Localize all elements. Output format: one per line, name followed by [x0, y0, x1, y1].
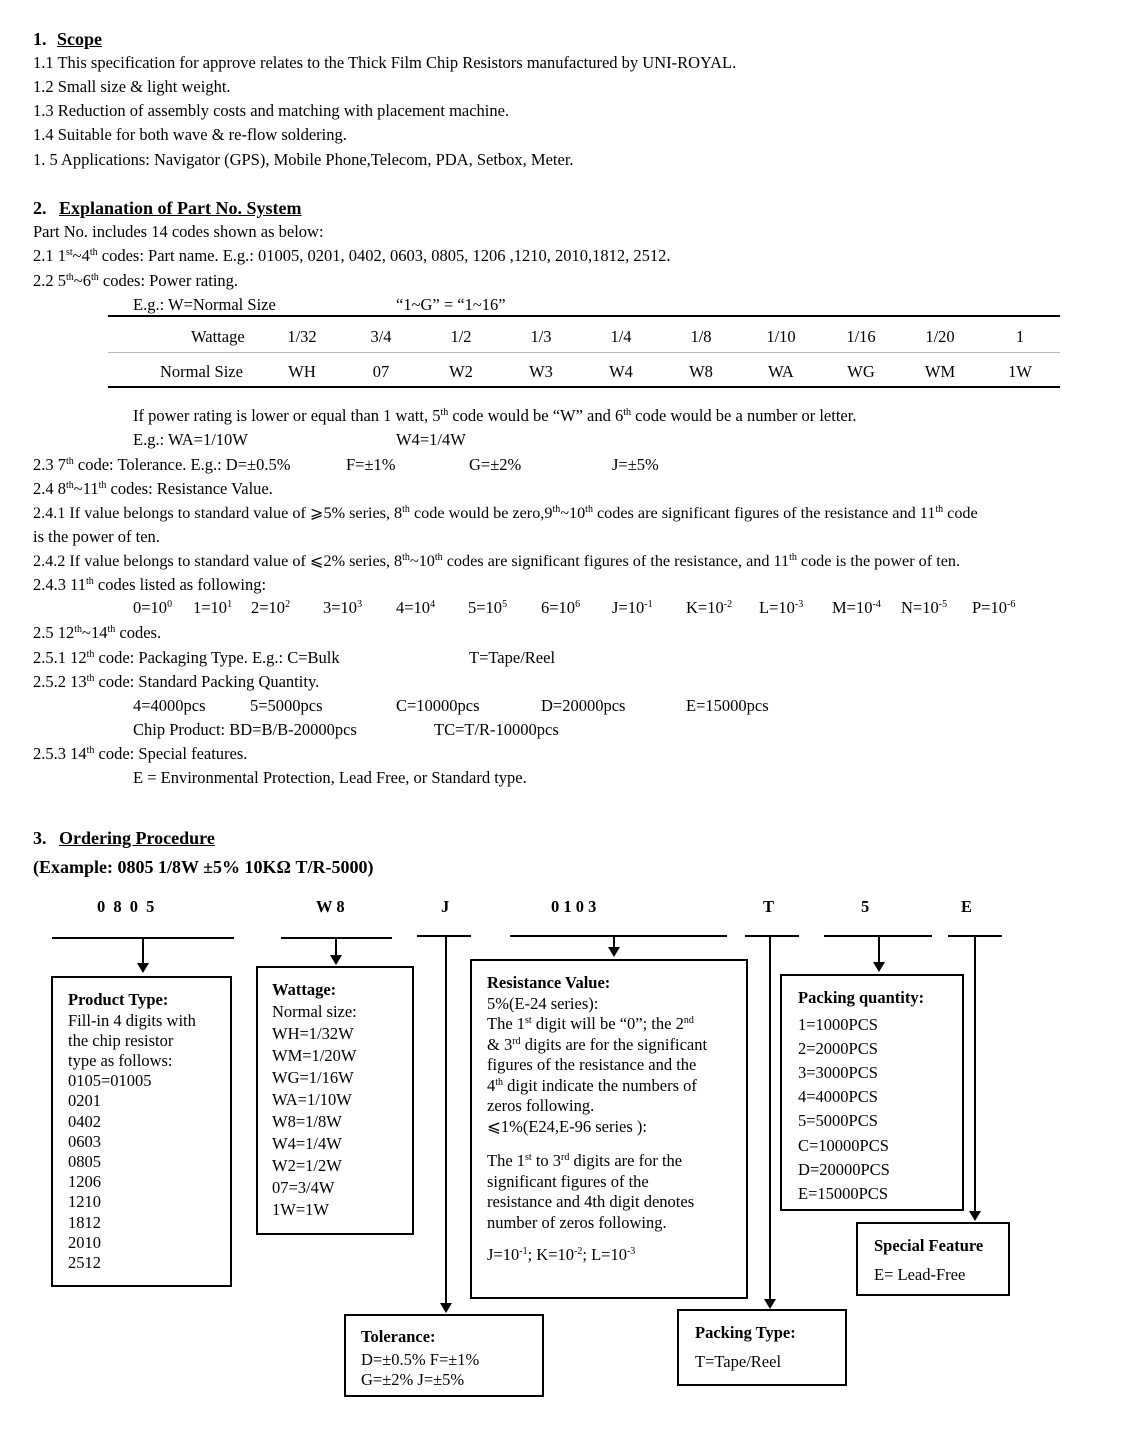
wattage-cell: 1/2: [450, 327, 472, 346]
partno-heading-title: Explanation of Part No. System: [59, 198, 302, 218]
code-packing-qty: 5: [861, 897, 870, 916]
tolerance-line-1: D=±0.5% F=±1%: [361, 1349, 480, 1369]
resistance-box: [470, 959, 748, 1299]
scope-line-2: 1.2 Small size & light weight.: [33, 77, 231, 96]
wattage-arrow: [330, 955, 342, 965]
packing-quantity-box: [780, 974, 964, 1211]
product-type-line: 0105=01005: [68, 1071, 152, 1091]
tolerance-f: F=±1%: [346, 455, 396, 474]
resistance-line-4: figures of the resistance and the: [487, 1055, 697, 1074]
pq-e: E=15000pcs: [686, 696, 769, 715]
resistance-line-6: zeros following.: [487, 1096, 595, 1115]
partno-line-2-1: 2.1 1st~4th codes: Part name. E.g.: 01005, 0201, 0402, 0603, 0805, 1206 ,1210, 2010,1812, 2512.: [33, 246, 671, 265]
wattage-line: W4=1/4W: [272, 1133, 342, 1153]
packing-quantity-line: C=10000PCS: [798, 1135, 889, 1155]
wattage-cell: 1/20: [925, 327, 955, 346]
resistance-line-11: number of zeros following.: [487, 1212, 667, 1232]
product-stem: [142, 937, 144, 963]
resistance-line-1: 5%(E-24 series):: [487, 993, 599, 1013]
tolerance-title: Tolerance:: [361, 1327, 436, 1346]
product-type-line: type as follows:: [68, 1050, 173, 1070]
tolerance-bracket-line: [417, 935, 471, 937]
wattage-line: 1W=1W: [272, 1199, 329, 1219]
scope-heading: [33, 29, 102, 49]
scope-heading-title: Scope: [57, 29, 102, 49]
power-code: $6=10^6$: [541, 598, 581, 617]
wattage-line: 07=3/4W: [272, 1177, 335, 1197]
power-code: $3=10^3$: [323, 598, 363, 617]
chip-tc: TC=T/R-10000pcs: [434, 720, 559, 739]
wattage-cell: 1/3: [530, 327, 552, 346]
partno-line-2-4-2: 2.4.2 If value belongs to standard value of ⩽2% series, 8th~10th codes are significant figures of the resistance, and 11th code is the power of ten.: [33, 552, 961, 570]
partno-heading-number: 2.: [33, 198, 47, 218]
product-type-line: 2512: [68, 1252, 101, 1272]
wattage-line: Normal size:: [272, 1001, 357, 1021]
partno-line-2-4-3: 2.4.3 11th codes listed as following:: [33, 575, 267, 594]
partno-line-2-2: 2.2 5th~6th codes: Power rating.: [33, 271, 239, 290]
wattage-title: Wattage:: [272, 980, 337, 999]
scope-heading-number: 1.: [33, 29, 47, 49]
power-code: $M=10^{-4}$: [832, 598, 881, 617]
power-code: $L=10^{-3}$: [759, 598, 804, 617]
packing-type-stem: [769, 935, 771, 1299]
resistance-bracket-line: [510, 935, 727, 937]
product-type-line: 2010: [68, 1232, 101, 1252]
power-code: $4=10^4$: [396, 598, 436, 617]
packing-type-line: T=Tape/Reel: [695, 1351, 782, 1371]
ordering-heading: [33, 828, 215, 848]
wattage-row-label: Wattage: [191, 327, 245, 346]
wattage-cell: 1/8: [690, 327, 712, 346]
tolerance-arrow: [440, 1303, 452, 1313]
tolerance-box: [344, 1314, 544, 1397]
wattage-cell: 1/16: [846, 327, 876, 346]
pq-d: D=20000pcs: [541, 696, 626, 715]
packing-quantity-line: 5=5000PCS: [798, 1111, 878, 1131]
power-code: $K=10^{-2}$: [686, 598, 733, 617]
product-type-title: Product Type:: [68, 990, 169, 1009]
eg-wa: E.g.: WA=1/10W: [133, 430, 248, 449]
packing-qty-arrow: [873, 962, 885, 972]
wattage-line: WG=1/16W: [272, 1067, 354, 1087]
normal-size-cell: 07: [372, 362, 390, 381]
product-type-line: 1206: [68, 1172, 101, 1192]
wattage-line: W2=1/2W: [272, 1155, 342, 1175]
normal-size-cell: 1W: [1008, 362, 1032, 381]
special-arrow: [969, 1211, 981, 1221]
packing-quantity-line: E=15000PCS: [798, 1183, 888, 1203]
wattage-line: WM=1/20W: [272, 1045, 357, 1065]
wattage-cell: 1/10: [766, 327, 796, 346]
normal-size-cell: W2: [449, 362, 473, 381]
product-type-line: the chip resistor: [68, 1030, 174, 1050]
power-code: $2=10^2$: [251, 598, 291, 617]
partno-line-2-4-1: 2.4.1 If value belongs to standard value of ⩾5% series, 8th code would be zero,9th~10th codes are significant figures of the resistance and 11th code: [33, 504, 978, 522]
product-type-line: 0603: [68, 1131, 101, 1151]
product-arrow: [137, 963, 149, 973]
resistance-line-10: resistance and 4th digit denotes: [487, 1192, 695, 1211]
resistance-line-7: ⩽1%(E24,E-96 series ):: [487, 1116, 647, 1136]
product-type-line: 0402: [68, 1111, 101, 1131]
product-type-line: 1812: [68, 1212, 101, 1232]
wattage-cell: 3/4: [370, 327, 392, 346]
resistance-line-12: $J=10^{-1}$; $K=10^{-2}$; $L=10^{-3}$: [487, 1245, 636, 1264]
power-code: $5=10^5$: [468, 598, 508, 617]
code-special: E: [961, 897, 973, 916]
ordering-example: (Example: 0805 1/8W ±5% 10KΩ T/R-5000): [33, 857, 374, 877]
partno-line-2-4: 2.4 8th~11th codes: Resistance Value.: [33, 479, 273, 498]
table-mid-rule: [108, 352, 1060, 353]
resistance-arrow: [608, 947, 620, 957]
special-feature-title: Special Feature: [874, 1236, 984, 1255]
packing-type-bracket-line: [745, 935, 799, 937]
partno-line-2-5-2: 2.5.2 13th code: Standard Packing Quantity.: [33, 672, 320, 691]
wattage-cell: 1/32: [287, 327, 317, 346]
special-feature-box: [856, 1222, 1010, 1296]
pq-c: C=10000pcs: [396, 696, 480, 715]
partno-line-2-4-1-cont: is the power of ten.: [33, 527, 160, 546]
packing-quantity-title: Packing quantity:: [798, 988, 925, 1007]
special-stem: [974, 935, 976, 1211]
ordering-heading-title: Ordering Procedure: [59, 828, 215, 848]
packing-quantity-line: 4=4000PCS: [798, 1087, 878, 1107]
code-product: 0 8 0 5: [97, 897, 155, 916]
eg-w4: W4=1/4W: [396, 430, 466, 449]
product-type-line: Fill-in 4 digits with: [68, 1010, 196, 1030]
pq-5: 5=5000pcs: [250, 696, 323, 715]
scope-line-1: 1.1 This specification for approve relates to the Thick Film Chip Resistors manufactured by UNI-ROYAL.: [33, 53, 737, 72]
partno-line-2-3: 2.3 7th code: Tolerance. E.g.: D=±0.5%: [33, 455, 291, 474]
tolerance-g: G=±2%: [469, 455, 522, 474]
wattage-stem: [335, 937, 337, 955]
tolerance-j: J=±5%: [612, 455, 659, 474]
normal-size-cell: WM: [924, 362, 956, 381]
normal-size-cell: WG: [847, 362, 875, 381]
resistance-line-3: & 3rd digits are for the significant: [487, 1034, 708, 1054]
packing-type-arrow: [764, 1299, 776, 1309]
ordering-heading-number: 3.: [33, 828, 47, 848]
power-code: $1=10^1$: [193, 598, 233, 617]
partno-line-2-5-3: 2.5.3 14th code: Special features.: [33, 744, 248, 763]
scope-line-5: 1. 5 Applications: Navigator (GPS), Mobile Phone,Telecom, PDA, Setbox, Meter.: [33, 150, 574, 169]
packing-type-title: Packing Type:: [695, 1323, 796, 1342]
packing-qty-stem: [878, 935, 880, 963]
packaging-tape-reel: T=Tape/Reel: [469, 648, 556, 667]
wattage-line: WA=1/10W: [272, 1089, 352, 1109]
eg-range: “1~G” = “1~16”: [396, 295, 506, 314]
code-wattage: W 8: [316, 897, 345, 916]
normal-size-cell: W3: [529, 362, 553, 381]
packing-quantity-line: 1=1000PCS: [798, 1014, 878, 1034]
chip-bd: Chip Product: BD=B/B-20000pcs: [133, 720, 357, 739]
table-bottom-rule: [108, 386, 1060, 388]
normal-size-cell: W8: [689, 362, 713, 381]
partno-line-2-5: 2.5 12th~14th codes.: [33, 623, 162, 642]
product-type-line: 1210: [68, 1192, 101, 1212]
resistance-title: Resistance Value:: [487, 973, 611, 992]
power-code: $0=10^0$: [133, 598, 173, 617]
packing-type-box: [677, 1309, 847, 1386]
product-type-line: 0201: [68, 1091, 101, 1111]
code-resistance: 0 1 0 3: [551, 897, 597, 916]
eg-normal-size: E.g.: W=Normal Size: [133, 295, 276, 314]
product-type-box: [51, 976, 232, 1287]
partno-intro: Part No. includes 14 codes shown as below:: [33, 222, 324, 241]
power-code: $N=10^{-5}$: [901, 598, 948, 617]
packing-quantity-line: D=20000PCS: [798, 1159, 890, 1179]
normal-size-row-label: Normal Size: [160, 362, 243, 381]
tolerance-line-2: G=±2% J=±5%: [361, 1370, 465, 1389]
scope-line-3: 1.3 Reduction of assembly costs and matching with placement machine.: [33, 101, 510, 120]
resistance-line-2: The 1st digit will be “0”; the 2nd: [487, 1014, 694, 1033]
tolerance-stem: [445, 935, 447, 1303]
normal-size-cell: WA: [768, 362, 794, 381]
normal-size-cell: W4: [609, 362, 633, 381]
resistance-line-5: 4th digit indicate the numbers of: [487, 1075, 697, 1095]
pq-4: 4=4000pcs: [133, 696, 206, 715]
wattage-line: W8=1/8W: [272, 1111, 342, 1131]
partno-line-2-5-1: 2.5.1 12th code: Packaging Type. E.g.: C=Bulk: [33, 648, 340, 667]
scope-line-4: 1.4 Suitable for both wave & re-flow soldering.: [33, 125, 347, 144]
wattage-cell: 1/4: [610, 327, 632, 346]
packing-quantity-line: 2=2000PCS: [798, 1038, 878, 1058]
product-type-line: 0805: [68, 1151, 101, 1171]
table-top-rule: [108, 315, 1060, 317]
normal-size-cell: WH: [288, 362, 316, 381]
power-note: If power rating is lower or equal than 1 watt, 5th code would be “W” and 6th code would be a number or letter.: [133, 406, 857, 425]
power-code: $J=10^{-1}$: [612, 598, 653, 617]
resistance-line-9: significant figures of the: [487, 1171, 649, 1191]
code-packing-type: T: [763, 897, 775, 916]
wattage-box: [256, 966, 414, 1235]
packing-quantity-line: 3=3000PCS: [798, 1062, 878, 1082]
resistance-line-8: The 1st to 3rd digits are for the: [487, 1151, 683, 1170]
special-feature-e: E = Environmental Protection, Lead Free, or Standard type.: [133, 768, 527, 787]
wattage-line: WH=1/32W: [272, 1023, 354, 1043]
special-feature-line: E= Lead-Free: [874, 1264, 966, 1284]
code-tolerance: J: [441, 897, 450, 916]
wattage-cell: 1: [1015, 327, 1025, 346]
power-code: $P=10^{-6}$: [972, 598, 1016, 617]
partno-heading: [33, 198, 302, 218]
